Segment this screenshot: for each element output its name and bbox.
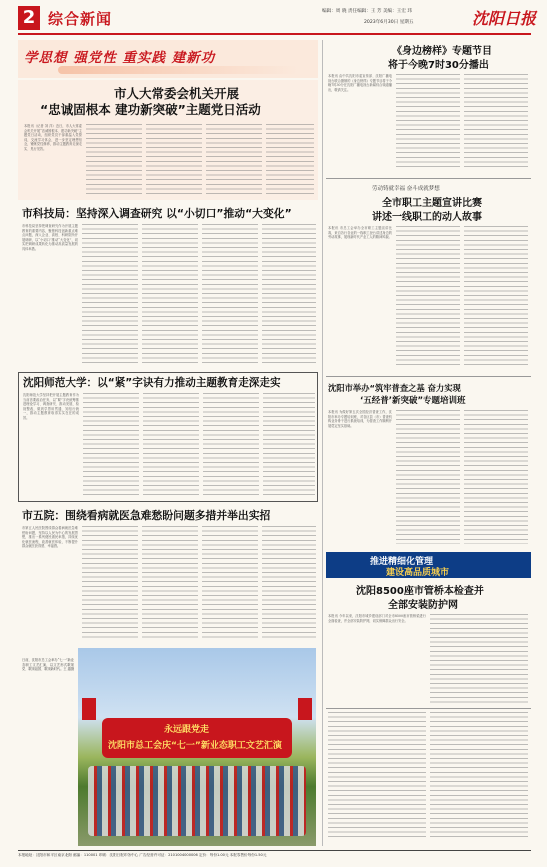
newspaper-logo: 沈阳日报 [472, 9, 537, 28]
article-text-block [202, 526, 258, 641]
footer-rule [18, 850, 531, 851]
article-text-block [430, 712, 528, 840]
article-title: 市人大常委会机关开展 [114, 86, 240, 101]
article-text-block [266, 124, 314, 196]
article-text-block [464, 74, 528, 170]
article-text-block [464, 410, 528, 544]
masthead-rule [18, 33, 531, 35]
article-inspection [326, 380, 531, 548]
article-text-block [142, 526, 198, 641]
editor-credits: 编辑：周 晓 责任编辑：王 芳 美编：王宏 玮 [322, 9, 412, 14]
article-text-block [86, 124, 142, 196]
article-text-block [262, 526, 316, 641]
article-title: 沈阳师范大学：以“紧”字诀有力推动主题教育走深走实 [23, 377, 281, 389]
footer-imprint: 本报地址：沈阳市和平区南京北街 邮编：110001 印刷：沈阳日报印务中心 广告经营许可证：2101004000006 定价：每份1.00元 本报零售价每份1.50元 [18, 853, 267, 857]
article-text-block [142, 224, 198, 364]
article-text-block [262, 224, 316, 364]
photo-performers [88, 766, 306, 836]
section-rule [326, 376, 531, 377]
article-title-line2: ‘五经普’新突破”专题培训班 [360, 396, 466, 406]
issue-date: 2023年6月30日 星期五 [364, 20, 414, 25]
article-labor [326, 182, 531, 372]
photo-flag-right [298, 698, 312, 720]
article-text-block [203, 393, 259, 497]
article-normal-university [18, 372, 318, 502]
article-text-block [82, 526, 138, 641]
column-divider [322, 40, 323, 846]
article-title: 市五院：围绕看病就医急难愁盼问题多措并举出实招 [22, 509, 271, 522]
photo-banner-text: 沈阳市总工会庆“七一”新业态职工文艺汇演 [108, 741, 282, 751]
masthead [0, 0, 547, 38]
article-title-line2: 全部安装防护网 [388, 600, 458, 611]
event-photo [78, 648, 316, 846]
banner-slogan: 学思想 强党性 重实践 建新功 [24, 50, 216, 66]
article-body: 市科技局坚持把调查研究作为开展主题教育的重要内容，聚焦科技创新重点难点问题，深入企业、高校、科研院所开展调研，以“小切口”推动“大变化”，切实把调研成果转化为推动高质量发展的具体举措。 [22, 224, 78, 251]
article-body: 本报讯 今年以来，沈阳市城乡建设部门对全市8500座市管桥梁进行全面检查，并全部安装防护网，切实保障群众出行安全。 [328, 614, 426, 623]
article-text-block [430, 614, 528, 704]
article-title: 沈阳8500座市管桥本检查并 [356, 586, 484, 597]
banner-decor [58, 66, 298, 74]
article-title: 沈阳市举办“筑牢普查之基 奋力实现 [328, 383, 461, 393]
article-text-block [143, 393, 199, 497]
photo-caption: 日前，沈阳市总工会举办“七一”新业态职工文艺汇演，以文艺形式歌颂党、歌颂祖国、歌颂新时代。王 越摄 [22, 658, 74, 672]
section-title: 综合新闻 [48, 10, 113, 28]
article-congress [18, 80, 318, 200]
photo-top-text: 永远跟党走 [164, 725, 210, 735]
theme-banner [18, 40, 318, 78]
precise-kicker-2: 建设高品质城市 [386, 568, 450, 578]
article-text-block [202, 224, 258, 364]
section-rule [326, 708, 531, 709]
article-body: 本报讯 为做好第五次全国经济普查工作，沈阳市举办专题培训班，对各区县（市）普查机构业务骨干进行系统培训，为普查工作顺利开展奠定坚实基础。 [328, 410, 392, 428]
article-kicker: 劳动铸就幸福 奋斗成就梦想 [372, 186, 440, 192]
article-body: 本报讯（记者 刘 洋）近日，市人大常委会机关开展“忠诚固根本、建功新突破”主题党日活动，组织党员干部重温入党誓词，交流学习体会，进一步坚定理想信念，锤炼党性修养，推动主题教育走深走实、见行见效。 [24, 124, 82, 151]
page-number: 2 [18, 6, 40, 30]
article-body: 沈阳师范大学坚持把开展主题教育作为当前首要政治任务，以“紧”字诀统筹推进理论学习、调查研究、推动发展、检视整改，做到学思用贯通、知信行统一，推动主题教育取得实实在在的成效。 [23, 393, 79, 420]
precise-kicker: 推进精细化管理 [370, 557, 434, 567]
article-title-line2: “忠诚固根本 建功新突破”主题党日活动 [40, 102, 261, 117]
article-title: 全市职工主题宣讲比赛 [382, 198, 482, 209]
article-text-block [396, 226, 460, 366]
article-tech [18, 204, 318, 369]
article-title: 《身边榜样》专题节目 [392, 46, 492, 57]
photo-block [18, 648, 318, 846]
precise-header [326, 552, 531, 578]
article-fifth-hospital [18, 506, 318, 646]
article-title: 市科技局：坚持深入调查研究 以“小切口”推动“大变化” [22, 207, 292, 220]
article-title-line2: 讲述一线职工的动人故事 [372, 212, 482, 223]
article-body: 本报讯 市总工会举办全市职工主题宣讲比赛，来自各行各业的一线职工登台讲述身边的劳动故事，展现新时代产业工人的精神风貌。 [328, 226, 392, 240]
article-subtitle: 将于今晚7时30分播出 [388, 60, 489, 71]
article-text-block [396, 74, 460, 170]
article-text-block [83, 393, 139, 497]
article-text-block [82, 224, 138, 364]
article-bridges [326, 580, 531, 846]
article-text-block [206, 124, 262, 196]
article-text-block [328, 712, 426, 840]
article-body: 市第五人民医院围绕群众看病就医急难愁盼问题，坚持以人民为中心的发展思想，推出一系列便民惠民举措，持续优化就医流程，改善就医体验，不断提升群众就医获得感、幸福感。 [22, 526, 78, 549]
article-column-program [326, 40, 531, 175]
article-body: 本报讯 由中共沈阳市委宣传部、沈阳广播电视台联合摄制的《身边榜样》专题节目将于今晚7时30分在沈阳广播电视台新闻综合频道播出，敬请关注。 [328, 74, 392, 92]
article-text-block [146, 124, 202, 196]
article-text-block [396, 410, 460, 544]
article-text-block [263, 393, 315, 497]
section-rule [326, 178, 531, 179]
photo-flag-left [82, 698, 96, 720]
article-text-block [464, 226, 528, 366]
